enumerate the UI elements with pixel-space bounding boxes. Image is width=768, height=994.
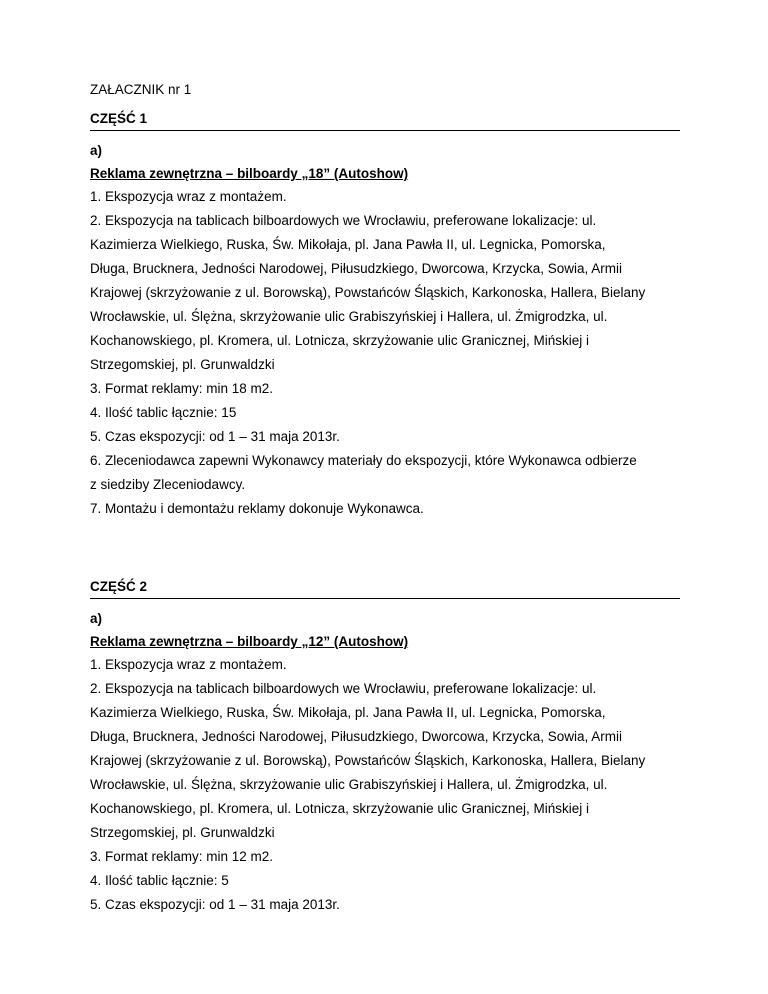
- document-page: [90, 80, 680, 919]
- section-2-item-2-line: Długa, Brucknera, Jedności Narodowej, Piłusudzkiego, Dworcowa, Krzycka, Sowia, Armii: [90, 729, 622, 744]
- section-1-item-6-line: 6. Zleceniodawca zapewni Wykonawcy materiały do ekspozycji, które Wykonawca odbierze: [90, 453, 637, 468]
- section-2-item-5: 5. Czas ekspozycji: od 1 – 31 maja 2013r.: [90, 897, 340, 912]
- section-1-item-6: [90, 451, 680, 495]
- section-1-item-1: 1. Ekspozycja wraz z montażem.: [90, 189, 287, 204]
- document-title: ZAŁACZNIK nr 1: [90, 82, 192, 97]
- section-1-item-2-line: 2. Ekspozycja na tablicach bilboardowych we Wrocławiu, preferowane lokalizacje: ul.: [90, 213, 597, 228]
- section-2-item-2: [90, 679, 680, 843]
- section-1-item-6-line: z siedziby Zleceniodawcy.: [90, 477, 246, 492]
- section-1-item-4: 4. Ilość tablic łącznie: 15: [90, 405, 237, 420]
- section-1-item-2-line: Krajowej (skrzyżowanie z ul. Borowską), Powstańców Śląskich, Karkonoska, Hallera, Bielany: [90, 285, 646, 300]
- section-1-subheading: a): [90, 143, 103, 158]
- section-1-title: Reklama zewnętrzna – bilboardy „18” (Autoshow): [90, 166, 409, 181]
- section-2-item-2-line: Strzegomskiej, pl. Grunwaldzki: [90, 825, 275, 840]
- section-2-item-2-line: Krajowej (skrzyżowanie z ul. Borowską), Powstańców Śląskich, Karkonoska, Hallera, Bielany: [90, 753, 646, 768]
- section-1-item-2-line: Kazimierza Wielkiego, Ruska, Św. Mikołaja, pl. Jana Pawła II, ul. Legnicka, Pomorska,: [90, 237, 606, 252]
- section-2-item-1: 1. Ekspozycja wraz z montażem.: [90, 657, 287, 672]
- section-2-item-4: 4. Ilość tablic łącznie: 5: [90, 873, 229, 888]
- section-2-item-3: 3. Format reklamy: min 12 m2.: [90, 849, 274, 864]
- section-1-item-3: 3. Format reklamy: min 18 m2.: [90, 381, 274, 396]
- section-2-title: Reklama zewnętrzna – bilboardy „12” (Autoshow): [90, 634, 409, 649]
- section-2-item-2-line: Kazimierza Wielkiego, Ruska, Św. Mikołaja, pl. Jana Pawła II, ul. Legnicka, Pomorska,: [90, 705, 606, 720]
- section-2-item-2-line: 2. Ekspozycja na tablicach bilboardowych we Wrocławiu, preferowane lokalizacje: ul.: [90, 681, 597, 696]
- section-1-item-2-line: Wrocławskie, ul. Ślężna, skrzyżowanie ulic Grabiszyńskiej i Hallera, ul. Żmigrodzka, ul.: [90, 309, 608, 324]
- section-1-item-2-line: Kochanowskiego, pl. Kromera, ul. Lotnicza, skrzyżowanie ulic Granicznej, Mińskiej i: [90, 333, 589, 348]
- section-2-item-2-line: Kochanowskiego, pl. Kromera, ul. Lotnicza, skrzyżowanie ulic Granicznej, Mińskiej i: [90, 801, 589, 816]
- section-2: [90, 577, 680, 915]
- section-2-subheading: a): [90, 611, 103, 626]
- section-1-item-5: 5. Czas ekspozycji: od 1 – 31 maja 2013r.: [90, 429, 340, 444]
- section-spacer: [90, 523, 680, 577]
- section-1-item-7: 7. Montażu i demontażu reklamy dokonuje Wykonawca.: [90, 501, 424, 516]
- section-1-heading: CZĘŚĆ 1: [90, 109, 680, 131]
- section-2-heading: CZĘŚĆ 2: [90, 577, 680, 599]
- section-1-item-2-line: Strzegomskiej, pl. Grunwaldzki: [90, 357, 275, 372]
- section-1: [90, 109, 680, 519]
- section-2-item-2-line: Wrocławskie, ul. Ślężna, skrzyżowanie ulic Grabiszyńskiej i Hallera, ul. Żmigrodzka, ul.: [90, 777, 608, 792]
- section-1-item-2: [90, 211, 680, 375]
- section-1-item-2-line: Długa, Brucknera, Jedności Narodowej, Piłusudzkiego, Dworcowa, Krzycka, Sowia, Armii: [90, 261, 622, 276]
